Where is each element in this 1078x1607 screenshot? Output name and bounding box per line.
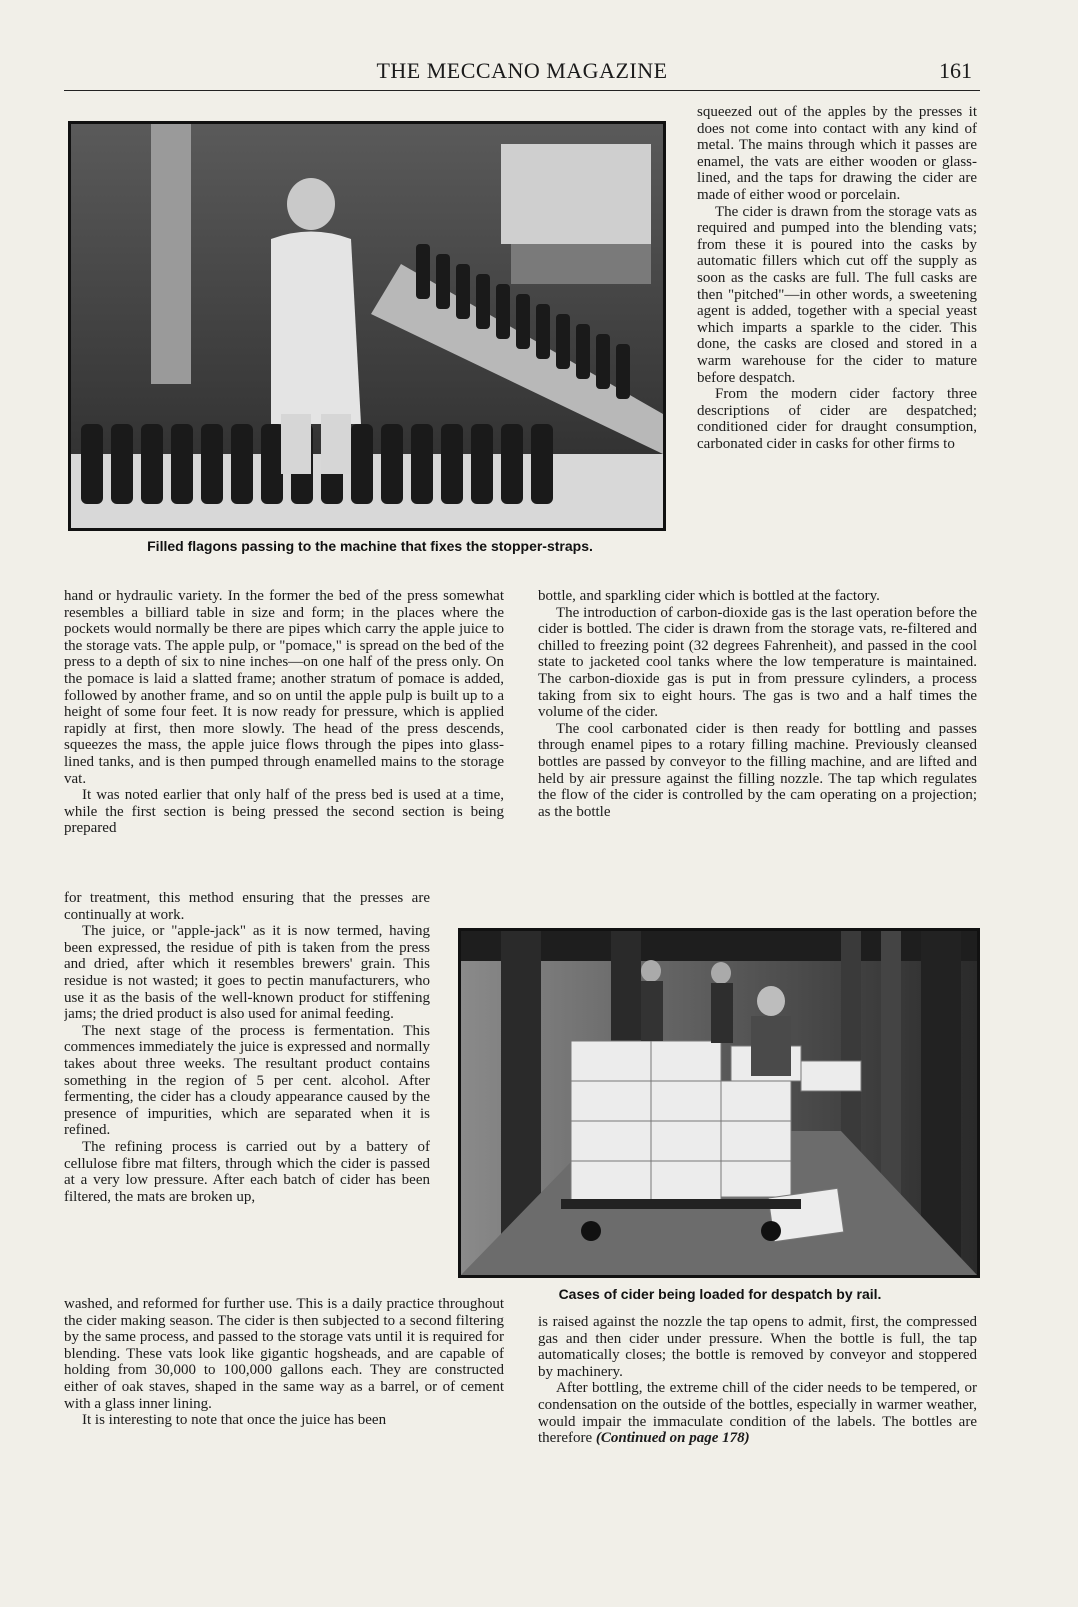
text-column-left-bottom xyxy=(64,1296,504,1486)
magazine-title: THE MECCANO MAGAZINE xyxy=(376,58,668,83)
paragraph: The introduction of carbon-dioxide gas is the last operation before the cider is bottled. The cider is drawn from the storage vats, re-filtered and chilled to freezing point (32 degrees Fahrenheit), and passed in the cool state to jacketed cool tanks where the low temperature is maintained. The carbon-dioxide gas is put in from pressure cylinders, a process taking from six to eight hours. The gas is two and a half times the volume of the cider. xyxy=(538,604,977,721)
flagons-photo-image xyxy=(71,124,663,528)
photo-filled-flagons xyxy=(68,121,666,531)
paragraph: squeezed out of the apples by the presses it does not come into contact with any kind of metal. The mains through which it passes are enamel, the vats are either wooden or glass-lined, and the taps for drawing the cider are made of either wood or porcelain. xyxy=(697,104,977,203)
paragraph: washed, and reformed for further use. This is a daily practice throughout the cider making season. The cider is then subjected to a second filtering by the same process, and passed to the storage vats until it is required for blending. These vats look like gigantic hogsheads, and are capable of holding from 30,000 to 100,000 gallons each. They are constructed either of oak staves, shaped in the same way as a barrel, or of cement with a glass inner lining. xyxy=(64,1296,504,1412)
paragraph: is raised against the nozzle the tap opens to admit, first, the compressed gas and then cider under pressure. When the bottle is full, the tap automatically closes; the bottle is removed by conveyor and stoppered by machinery. xyxy=(538,1314,977,1380)
text-column-left-narrow xyxy=(64,890,430,1286)
paragraph: It was noted earlier that only half of the press bed is used at a time, while the first section is being pressed the second section is being prepared xyxy=(64,787,504,837)
cases-photo-image xyxy=(461,931,977,1275)
paragraph: The juice, or "apple-jack" as it is now termed, having been expressed, the residue of pith is taken from the press and dried, after which it resembles brewers' grain. This residue is not wasted; it goes to pectin manufacturers, who use it as the basis of the well-known product for stiffening jams; the dried product is also used for animal feeding. xyxy=(64,923,430,1023)
text-column-right-top xyxy=(697,104,977,588)
text-column-left-middle xyxy=(64,588,504,890)
text-column-right-middle xyxy=(538,588,977,888)
paragraph-text: After bottling, the extreme chill of the cider needs to be tempered, or condensation on the outside of the bottles, especially in warmer weather, would impair the immaculate condition of the labels. The bottles are therefore xyxy=(538,1380,977,1447)
paragraph: It is interesting to note that once the juice has been xyxy=(82,1412,387,1429)
paragraph: hand or hydraulic variety. In the former the bed of the press somewhat resembles a billiard table in size and form; in the places where the pockets would normally be there are pipes which carry the apple juice to the storage vats. The apple pulp, or "pomace," is spread on the bed of the press to a depth of six to nine inches—on one half of the press only. On the pomace is laid a slatted frame; another stratum of pomace is added, followed by another frame, and so on until the apple pulp is built up to a height of some four feet. It is now ready for pressure, which is applied rapidly at first, then more slowly. The head of the press descends, squeezes the mass, the apple juice flows through the pipes into glass-lined tanks, and is then pumped through enamelled mains to the storage vat. xyxy=(64,588,504,787)
caption-photo2: Cases of cider being loaded for despatch by rail. xyxy=(558,1286,882,1302)
paragraph: The cider is drawn from the storage vats as required and pumped into the blending vats; from these it is poured into the casks by automatic fillers which cut off the supply as soon as the casks are full. The full casks are then "pitched"—in other words, a sweetening agent is added, together with a special yeast which imparts a sparkle to the cider. This done, the casks are closed and stored in a warm warehouse for the cider to mature before despatch. xyxy=(697,203,977,386)
caption-photo1: Filled flagons passing to the machine that fixes the stopper-straps. xyxy=(147,538,593,554)
paragraph: The next stage of the process is fermentation. This commences immediately the juice is expressed and normally takes about three weeks. The resultant product contains something in the region of 5 per cent. alcohol. After fermenting, the cider has a cloudy appearance caused by the presence of impurities, which are separated when it is refined. xyxy=(64,1022,430,1139)
continued-note: (Continued on page 178) xyxy=(595,1430,750,1447)
paragraph: The refining process is carried out by a battery of cellulose fibre mat filters, through which the cider is passed at a very low pressure. After each batch of cider has been filtered, the mats are broken up, xyxy=(64,1138,430,1205)
paragraph: The cool carbonated cider is then ready for bottling and passes through enamel pipes to a rotary filling machine. Previously cleansed bottles are passed by conveyor to the filling machine, and are lifted and held by air pressure against the filling nozzle. The tap which regulates the flow of the cider is controlled by the cam operating on a projection; as the bottle xyxy=(538,720,977,820)
page-header xyxy=(64,56,980,91)
paragraph: From the modern cider factory three descriptions of cider are despatched; conditioned cider for draught consumption, carbonated cider in casks for other firms to xyxy=(697,386,977,452)
page-number: 161 xyxy=(939,58,972,83)
paragraph: for treatment, this method ensuring that the presses are continually at work. xyxy=(64,890,430,923)
photo-cider-cases xyxy=(458,928,980,1278)
paragraph: bottle, and sparkling cider which is bottled at the factory. xyxy=(538,588,880,604)
paragraph xyxy=(538,1380,977,1446)
text-column-right-bottom xyxy=(538,1314,977,1494)
